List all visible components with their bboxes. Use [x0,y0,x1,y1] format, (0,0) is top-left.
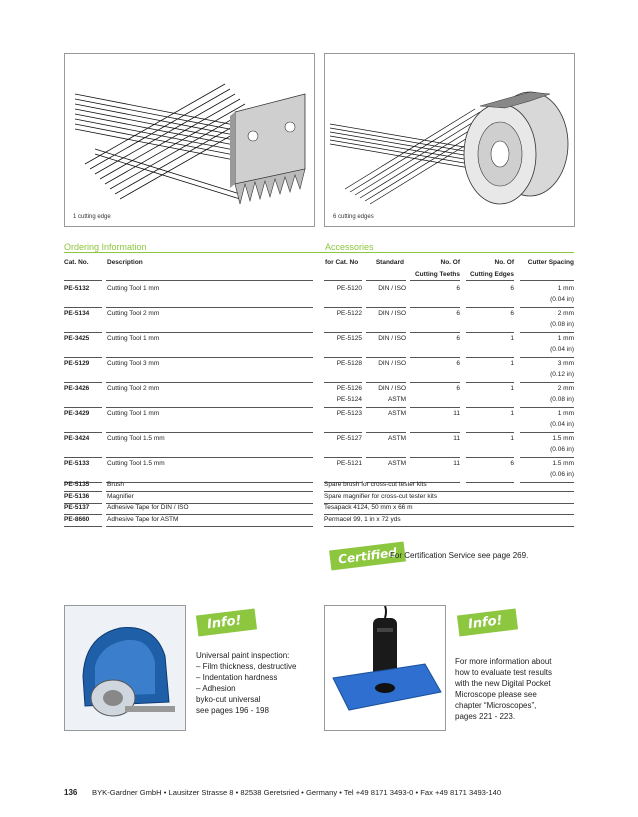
cutter-6-edges-image [324,53,575,227]
row-rule [324,307,362,308]
row-rule [410,432,460,433]
accessory-for-cat: PE-5124 [336,396,362,403]
accessory-for-cat: PE-5128 [336,360,362,367]
row-rule [520,357,574,358]
col-header-edges-line2: Cutting Edges [469,271,514,278]
byko-cut-universal-photo [64,605,186,731]
ordering-cat-no: PE-5129 [64,360,90,367]
row-rule [520,407,574,408]
row-rule [64,526,102,527]
row-rule [324,407,362,408]
accessory-spacing-in: (0.12 in) [550,371,574,378]
col-header-standard: Standard [375,259,404,266]
col-header-edges-line1: No. Of [494,259,514,266]
row-rule [410,382,460,383]
accessory-teeth: 11 [453,435,460,442]
row-rule [520,332,574,333]
row-rule [466,382,514,383]
accessory-edges: 1 [510,385,514,392]
ordering-cat-no: PE-5135 [64,481,90,488]
row-rule [410,332,460,333]
accessory-for-cat: PE-5126 [336,385,362,392]
accessory-edges: 6 [510,460,514,467]
row-rule [106,407,313,408]
row-rule [366,307,406,308]
row-rule [410,280,460,281]
row-rule [366,457,406,458]
ordering-cat-no: PE-3425 [64,335,90,342]
row-rule [324,382,362,383]
row-rule [64,357,102,358]
info-right-line: Microscope please see [455,690,537,699]
col-header-teeth-line2: Cutting Teeths [414,271,460,278]
accessory-spacing-mm: 3 mm [557,360,574,367]
col-header-description: Description [107,259,143,266]
row-rule [106,457,313,458]
col-header-cat-no: Cat. No. [64,259,89,266]
accessory-for-cat: PE-5127 [336,435,362,442]
row-rule [410,307,460,308]
row-rule [64,432,102,433]
info-right-text [455,656,552,722]
row-rule [324,332,362,333]
ordering-description: Cutting Tool 3 mm [107,360,160,367]
row-rule [466,332,514,333]
row-rule [106,432,313,433]
row-rule [520,382,574,383]
certified-badge: Certified [329,542,406,571]
accessory-teeth: 6 [456,310,460,317]
left-image-caption: 1 cutting edge [73,214,111,220]
info-right-line: For more information about [455,657,552,666]
ordering-description: Cutting Tool 1 mm [107,335,160,342]
accessory-standard: DIN / ISO [378,360,406,367]
ordering-cat-no: PE-8660 [64,515,90,523]
ordering-cat-no: PE-5137 [64,504,90,511]
section-rule [64,252,574,253]
row-rule [520,280,574,281]
accessory-description: Permacel 99, 1 in x 72 yds [324,515,401,523]
row-rule [366,407,406,408]
row-rule [64,407,102,408]
info-left-line: – Indentation hardness [196,673,278,682]
row-rule [106,482,313,483]
accessory-spacing-in: (0.04 in) [550,421,574,428]
info-right-line: pages 221 - 223. [455,712,516,721]
ordering-description: Adhesive Tape for DIN / ISO [107,504,189,511]
accessory-for-cat: PE-5120 [336,285,362,292]
accessory-spacing-mm: 1.5 mm [552,460,574,467]
row-rule [64,307,102,308]
row-rule [106,357,313,358]
accessory-for-cat: PE-5122 [336,310,362,317]
row-rule [410,407,460,408]
ordering-cat-no: PE-3424 [64,435,90,442]
accessory-description: Tesapack 4124, 50 mm x 66 m [324,504,413,511]
ordering-description: Cutting Tool 1.5 mm [107,435,165,442]
row-rule [366,382,406,383]
digital-microscope-photo [324,605,446,731]
accessory-spacing-mm: 1 mm [557,410,574,417]
accessory-spacing-in: (0.04 in) [550,346,574,353]
info-right-line: chapter “Microscopes”, [455,701,537,710]
ordering-cat-no: PE-3429 [64,410,90,417]
info-left-line: Universal paint inspection: [196,651,290,660]
row-rule [106,280,313,281]
accessory-spacing-mm: 1 mm [557,335,574,342]
info-left-text [196,650,296,716]
right-image-caption: 6 cutting edges [333,214,374,220]
row-rule [324,280,362,281]
accessory-teeth: 11 [453,460,460,467]
accessory-teeth: 11 [453,410,460,417]
info-left-line: – Adhesion [196,684,236,693]
accessory-for-cat: PE-5121 [336,460,362,467]
ordering-description: Cutting Tool 2 mm [107,385,160,392]
ordering-cat-no: PE-3426 [64,385,90,392]
ordering-cat-no: PE-5134 [64,310,90,317]
col-header-cutter-spacing: Cutter Spacing [527,259,574,266]
row-rule [324,526,574,527]
row-rule [466,432,514,433]
row-rule [64,382,102,383]
ordering-description: Brush [107,481,124,488]
info-left-line: byko-cut universal [196,695,261,704]
row-rule [366,280,406,281]
row-rule [410,357,460,358]
row-rule [106,526,313,527]
ordering-information-title: Ordering Information [64,242,147,252]
row-rule [466,357,514,358]
ordering-description: Cutting Tool 1 mm [107,285,160,292]
row-rule [324,457,362,458]
accessory-edges: 1 [510,435,514,442]
accessory-spacing-in: (0.08 in) [550,396,574,403]
accessory-standard: ASTM [387,410,406,417]
row-rule [106,332,313,333]
cutter-1-edge-image [64,53,315,227]
accessory-standard: DIN / ISO [378,335,406,342]
accessory-edges: 1 [510,410,514,417]
accessory-for-cat: PE-5125 [336,335,362,342]
ordering-cat-no: PE-5136 [64,492,90,500]
accessory-standard: ASTM [387,396,406,403]
row-rule [466,482,514,483]
accessory-spacing-mm: 2 mm [557,385,574,392]
accessory-spacing-in: (0.06 in) [550,446,574,453]
info-right-line: with the new Digital Pocket [455,679,551,688]
row-rule [466,280,514,281]
ordering-description: Cutting Tool 1 mm [107,410,160,417]
accessory-teeth: 6 [456,285,460,292]
accessory-description: Spare magnifier for cross-cut tester kits [324,492,438,500]
accessory-for-cat: PE-5123 [336,410,362,417]
single-edge-cutter-illustration [65,54,314,226]
row-rule [520,307,574,308]
accessory-spacing-in: (0.04 in) [550,296,574,303]
page-number: 136 [64,788,78,797]
accessory-edges: 1 [510,360,514,367]
digital-microscope-illustration [325,606,445,730]
accessory-teeth: 6 [456,385,460,392]
accessory-standard: DIN / ISO [378,385,406,392]
accessory-spacing-in: (0.06 in) [550,471,574,478]
row-rule [64,332,102,333]
row-rule [64,280,102,281]
row-rule [324,432,362,433]
accessory-spacing-mm: 1 mm [557,285,574,292]
accessory-teeth: 6 [456,360,460,367]
accessory-spacing-in: (0.08 in) [550,321,574,328]
ordering-description: Cutting Tool 2 mm [107,310,160,317]
col-header-teeth-line1: No. Of [440,259,460,266]
row-rule [410,457,460,458]
row-rule [520,432,574,433]
row-rule [106,382,313,383]
row-rule [366,357,406,358]
row-rule [106,491,313,492]
accessory-standard: DIN / ISO [378,310,406,317]
info-left-line: see pages 196 - 198 [196,706,269,715]
ordering-cat-no: PE-5132 [64,285,90,292]
ordering-cat-no: PE-5133 [64,460,90,467]
ordering-description: Magnifier [107,492,134,500]
row-rule [64,457,102,458]
info-right-line: how to evaluate test results [455,668,552,677]
accessory-edges: 6 [510,310,514,317]
accessory-edges: 1 [510,335,514,342]
row-rule [466,407,514,408]
row-rule [466,457,514,458]
footer-address: BYK-Gardner GmbH • Lausitzer Strasse 8 • 82538 Geretsried • Germany • Tel +49 8171 3493-0 • Fax +49 8171 3493-140 [92,788,502,797]
row-rule [466,307,514,308]
ordering-description: Adhesive Tape for ASTM [107,515,179,523]
info-badge-left: Info! [196,609,257,637]
accessory-teeth: 6 [456,335,460,342]
row-rule [106,307,313,308]
ordering-description: Cutting Tool 1.5 mm [107,460,165,467]
accessories-title: Accessories [325,242,374,252]
accessory-standard: ASTM [387,460,406,467]
six-edge-cutter-illustration [325,54,574,226]
accessory-description: Spare brush for cross-cut tester kits [324,481,427,488]
row-rule [366,332,406,333]
accessory-edges: 6 [510,285,514,292]
certified-note: For Certification Service see page 269. [390,551,529,560]
row-rule [520,482,574,483]
col-header-for-cat-no: for Cat. No [325,259,359,266]
row-rule [520,457,574,458]
row-rule [324,357,362,358]
info-left-line: – Film thickness, destructive [196,662,297,671]
accessory-spacing-mm: 2 mm [557,310,574,317]
accessory-standard: DIN / ISO [378,285,406,292]
info-badge-right: Info! [457,609,518,637]
byko-cut-device-illustration [65,606,185,730]
accessory-standard: ASTM [387,435,406,442]
row-rule [366,432,406,433]
accessory-spacing-mm: 1.5 mm [552,435,574,442]
